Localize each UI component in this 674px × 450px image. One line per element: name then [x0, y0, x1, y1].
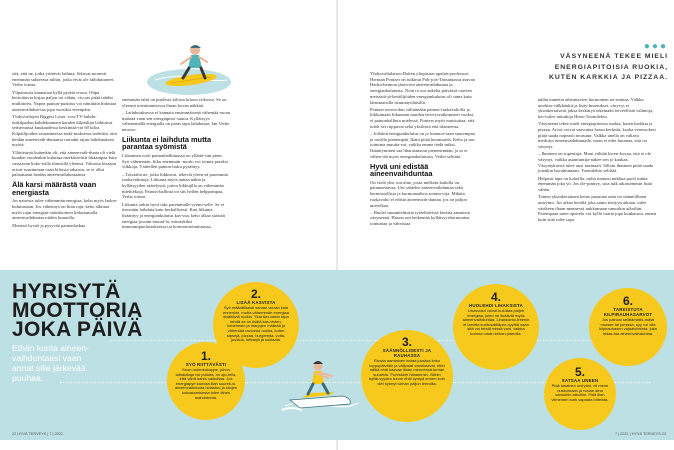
paragraph: – Ihminen on sopeutuja. Moni välttää kiven-kovaa, että ei ole väsynyt, vaikka asiantuntija-näkee sen jo kaukaa. Väsymyksestä tulee uusi normaali. Silloin ihminen pitää saada jotenkin havahtumaan, Tuomilehto selittää.: [538, 151, 654, 174]
paragraph: Yhdysvaltojen Biggest Loser -tosi-TV-laihdu-tuskilpailun kahdeksannen kauden kilpailijat laihtuivat seitsemässä kuukaudessa keskimää-rin 60 kiloa. Kilpailijoiden seuranneessa tutki-muksessa todettiin, että heidän aineenvaih-duntansa romahti rajun laihdutuksen myötä.: [12, 113, 117, 148]
paragraph: Toinen yksinkertainen keino parantaa unta on säännöllinen unirytmi. Jos aikaa heräilä joka aamu tiettyyn aikaan, tulee väsikeen iltaan mennessä nukkumaan samoihin aikoihin. Parempaan unen opettelu voi kyllä vaatia jopa kuukausia, ennen kuin siitä tulee tapa.: [538, 194, 656, 223]
tip-number: 4.: [490, 290, 501, 304]
paragraph: Ylläväsintä kuitenkin oli, että aineenvaih-dunta oli vielä kuuden vuodenkin kuluttua merkittävästi hitaampaa kuin vastaavan koko-isilla ihmisillä yleensä. Valtaosa kisaajat otivat suurimman osan kiloista takaisin, se ei ollut palauttanut heidän aineenvaihduntaansa.: [12, 149, 117, 178]
headline-line: MOOTTORIA: [12, 299, 143, 322]
paragraph: Monesti hyvää ja pysyvää painonlaskua: [12, 222, 86, 228]
paragraph: Väsyneenä tekee mieli energiapitoisia ruokia, kuten karkkia ja pizzaa. Arvot voivat saavuttaa hassu kerkeää, koska verensokeri pitää saada nopeasti nousuun. Valkka unella on valtava merkitys aineenvaihdunnalle, moni ei edes huomaa, että on väsynyt.: [538, 121, 656, 150]
paragraph: enemmän tahti on puolesta kilosta kiloon viikossa. Se on yleensä toteuttamisessa ilman kovaa näkkää.: [122, 97, 227, 108]
tip-title: SATSAA UNEEN: [561, 378, 599, 383]
headline-subtitle: Ethän kurita aineen-vaihduntaasi vaan annat sille järkevää puuhaa.: [12, 343, 89, 383]
paragraph: Ylipainosta kannattaa kyllä pyrkiä eroon. Olipa kertoittavia kirjan paljon tai vähän, vis-sas pitää tahdin muliittirea. Nopea painon-pudotus voi nimittäin hidastaa aineenvaihdun-taa jopa vuosiksi eteenpäin.: [12, 89, 117, 112]
tip-number: 6.: [622, 294, 633, 308]
paragraph: – Toisaalta ne, jotka liikkuvat, tekevät yleen-sä paremmia ruokavalintoja. Liikunta myös auttaa näkin ja kylläisyyden säätelyssä, jotien liikkujilla on vähemmän mielitekoja. Painon-hallinta on siis hellen helppompaa, Verho toteaa.: [122, 171, 228, 200]
paragraph: Jos naisesta tulee vähemmän energiaa, keho myös laskee kulutustaan. Jos vähennys on liian raju, keho alkittaa myös rajut energian-säästötoimet hidastamalla aineenvaihduntaa niiden kunnolla.: [12, 198, 117, 221]
tip-5: [544, 358, 616, 430]
right-footer: 7 | 2021 | HYVÄ TERVEYS 23: [614, 432, 666, 436]
left-col-1: [12, 71, 117, 230]
tip-title: LISÄÄ KASVISTA: [236, 300, 276, 305]
right-col-2: [538, 97, 656, 224]
tip-text: Syö määrällisesti saman verran kuin ennenkin, mutta vähemmän energiaa sisältäviä ruokia. Yksinker-taisin tapa tehdä se on lisätä kas-visten, hedelmien ja marjojen määrää ja vähentää ravuosia ruokia, kuten sipsejä, pizzaa, burgereita, voita, juustoa, keksejä ja suklaata.: [222, 305, 290, 343]
tip-text: Soon rudenkukoppe, johon laihduttaja voi pudota, on ajo-tella, että vähä kahto vaikuttaa. Jos energiapye kaovaa liian suurek-si, aineenvaihdunta hidastuu ja kilojen kokostamisesta tulee lähes mahdotonta.: [174, 367, 238, 400]
tip-6: [589, 288, 667, 366]
section-heading: Hyvä uni edistää aineenvaihduntaa: [370, 161, 433, 179]
pull-quote: [538, 42, 668, 84]
paragraph: Pontzer neuvookin välttämään painon-ruokavaliolla ja liikkumaan liikunnan muiden terveysvaikutusten vuoksi, ei painonhallinta mielessä. Pontzer myös muistuttaa, että tulok-set riippuvat sekä yksilöstä että tilanteesta.: [370, 106, 475, 129]
paragraph: – Jollakin energiankulutus on jo luonnos-taan suurempaa ja toisilla pienempää. Ikäin pitää huomioida. Keho ja sen toiminta muutta-vat, vaikka emme tiedä miksi. Ikääntyminen saa liharasmassn pienenemään, ja se ei vähen-tää myös energiankulutusta, Verho selittää.: [370, 131, 475, 159]
right-col-1: [370, 71, 478, 228]
paragraph: Liikunnan rooli painonhallinnassa on yllättä-vän pieni. Syö vähemmän, liiku enemmän -motto voi toimia paraksi viikkoja. Väitetllen painon lasku pysähtyy.: [122, 152, 228, 170]
left-col-2: [122, 97, 230, 232]
section-heading: Liikunta ei laihduta mutta parantaa syömistä: [122, 134, 212, 152]
paragraph: nälän tunnetta aiheuttavien hormonien toi-mintaa. Valkka unohtaa välkkäukit ja lisäy-hmotukset, väsyvyt ei yksinkertaisesti jaksa keskittyä tekemään terveellisiä valintoja, ker-toilee uniutkija Henri Tuomilehto.: [538, 97, 654, 120]
paragraph: sitä, että ne, jotka yrittävät laihtua, liikuvat monesti enemmän suhteessa niihin, jotka eivät ole laihduttaneet. Verho toteaa.: [12, 71, 115, 88]
tip-4: [453, 284, 539, 370]
pull-quote-text: VÄSYNEENÄ TEKEE MIELI ENERGIAPITOISIA RUOKIA, KUTEN KARKKIA JA PIZZAA.: [548, 53, 668, 81]
tip-text: Ruoaa aamiainen antaa juustoa koko loppupäivään ja välipalat varmistavat, ettei nälkä ehdi kasvaa illaan mennessä turhan suureksi. Pureskele hitaammin. Silloin kylläi-syyden tunne ehtii syntyä ennen kuin olet syönyt turhan paljon leeroilla.: [369, 358, 445, 386]
jetski-illustration: [280, 348, 360, 418]
tip-text: Lihasvolut voivat kuluttaa paljon energiaa, joten ne lisäävät myös aineenvaihduntaa. Lihaskunto-treenin ei tarvitta kuntosalilläpar-nyyttiä vaan sitä voi tehdä missä vain, vaikka kotona oman kehon painolla.: [462, 308, 530, 336]
headline-line: JOKA PÄIVÄ: [12, 318, 143, 341]
tip-title: TARKISTUTA KILPIRAUHASARVOT: [603, 307, 653, 317]
tip-number: 3.: [401, 335, 412, 349]
tip-title: SYÖ RIITTÄVÄSTI: [185, 362, 227, 367]
section-heading: Älä karsi määrästä vaan energiasta: [12, 180, 97, 197]
tip-text: Jos painosi selittämättö-mästi nousee tai jumissa, syy voi olla kilpirauhasen vajaatoiminta, joka hidas-taa aineenvaihduntaa.: [599, 317, 657, 336]
tips-headline: [12, 282, 143, 339]
paragraph: Yhdysvaltalaisen Duken yliopiston apulais-professori Herman Pontzer on tutkinut Poh-jois-Tansaniassa asuvan Hadza-heimon jäsen-ten aineenvaihduntaa ja energiankulutusta. Noin ra osa aukelta päivässä otavien metsästä-jä-keräilijöiden energiankulutus oli sama kuin länsimaisilla istumatyöläisillä.: [370, 71, 475, 105]
surfer-illustration: [145, 40, 233, 98]
tip-number: 5.: [574, 365, 585, 379]
tip-text: Pidä tasainen unirytmi, eli mene nukkumaan ja nouse aina samoihin aikoihin. Pidä illan viimeinen tunti vapaata lotteista.: [551, 383, 609, 402]
paragraph: – Laihdutuksessa ei kannata ensimmäisenä vähentää ruoan määrää vaan sen energiapitoi-suutta. Kylläisyys vähenemällä energialla on paras tapa laihduttaa, Jan Verho neuvoo.: [122, 109, 230, 133]
tip-number: 2.: [250, 287, 261, 301]
tip-number: 1.: [200, 349, 211, 363]
paragraph: Liikunta onkin hyvä tuki paremmalle syömi-selle. Se ei itsessään laihduta kuin herkullisesti. Kun liikunta lisääntyy ja energiankulutus kas-vaa, keho alkaa säästää energiaa jossain muual-la, esimerkiksi immuunipuolustuksessa tai hormonitoiminnassa.: [122, 201, 225, 230]
paragraph: On vielä yksi osa-alue, jossa melkein kaikilla on parannettavaa. Uni säätelee aineenvaihduntaa sekä hermostollisia ja hormonaalisia toimin-toja. Mikäin ruokavalio ei edistä aineenvaih-duntaa, jos on paljon univelkaa.: [370, 179, 467, 208]
tip-3: [361, 330, 453, 422]
paragraph: – Huolet suunnitelmista työtehtävistä herättä aamuisin väsyneenä. Huono uni heikentää kylläisyyshormonien toimintaa ja vahvistaa: [370, 209, 470, 227]
left-footer: 22 HYVÄ TERVEYS | 7 | 2021: [12, 432, 64, 436]
paragraph: Helposti tapa on kokeilla, miltä tuntuisi nukkua puoli tuntia enemmän joka yö. Jos ole-pinttyy, sota tulk aikaisemmin lisää vähän.: [538, 175, 653, 193]
quote-dots: ●●●: [643, 41, 668, 52]
headline-line: HYRISYTÄ: [12, 280, 121, 303]
tip-title: HUOLEHDI LIHAKSISTA: [469, 303, 523, 308]
tip-title: SÄÄNNÖLLISESTI JA RAUHASSA: [382, 348, 432, 358]
